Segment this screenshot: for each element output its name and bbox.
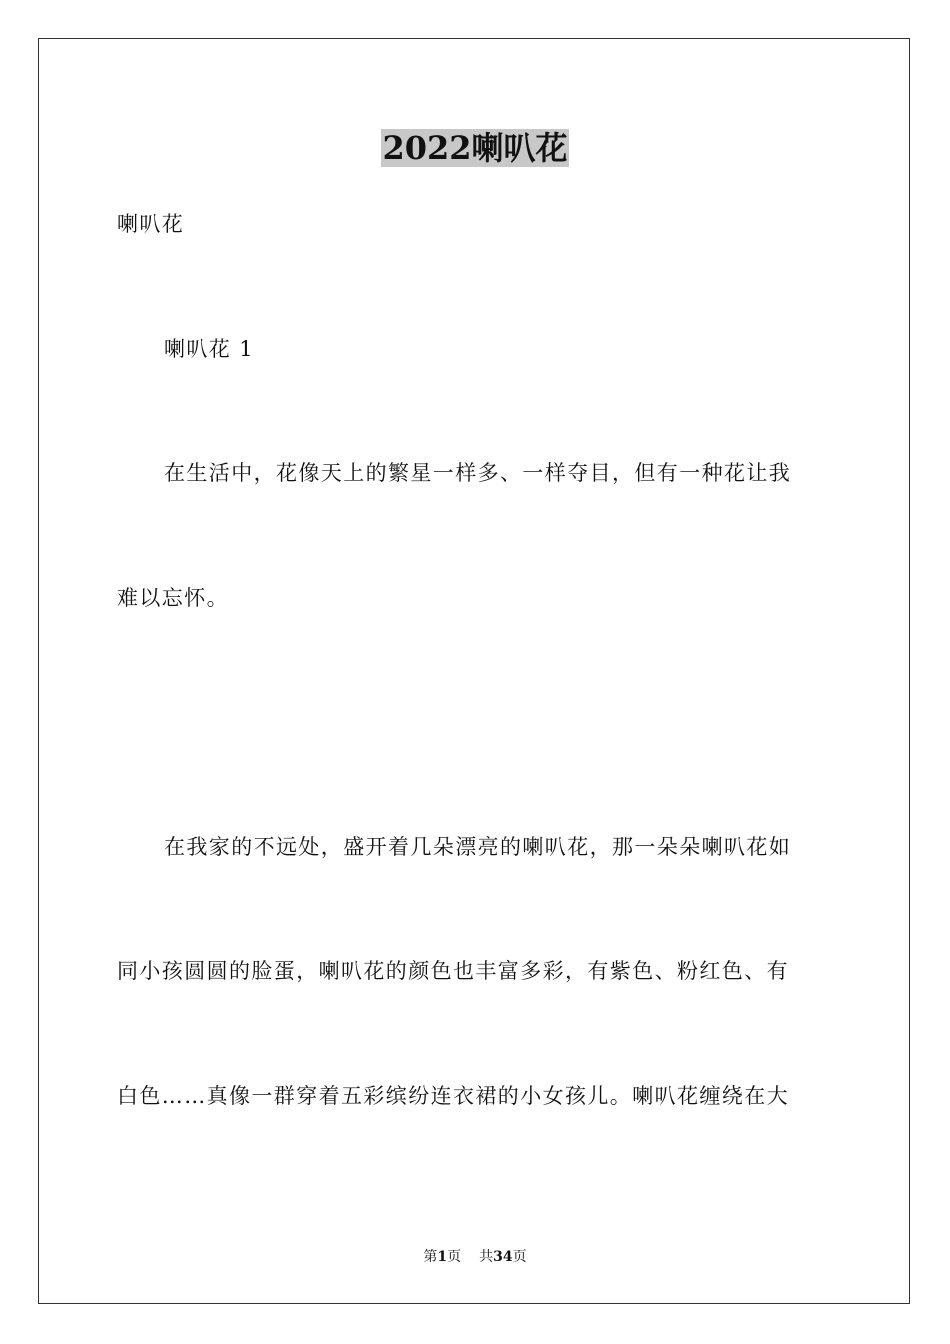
paragraph-2-line-3: 白色……真像一群穿着五彩缤纷连衣裙的小女孩儿。喇叭花缠绕在大 bbox=[117, 1084, 789, 1108]
footer-page-prefix: 第 bbox=[423, 1249, 438, 1265]
footer-total-suffix: 页 bbox=[512, 1249, 527, 1265]
paragraph-1-line-1: 在生活中，花像天上的繁星一样多、一样夺目，但有一种花让我 bbox=[164, 461, 792, 485]
paragraph-2-line-1: 在我家的不远处，盛开着几朵漂亮的喇叭花，那一朵朵喇叭花如 bbox=[164, 835, 792, 859]
paragraph-2-line-2: 同小孩圆圆的脸蛋，喇叭花的颜色也丰富多彩，有紫色、粉红色、有 bbox=[117, 959, 789, 983]
footer-total-pages: 34 bbox=[493, 1249, 513, 1265]
document-title bbox=[0, 128, 950, 168]
page-footer bbox=[0, 1248, 950, 1266]
footer-page-suffix: 页 bbox=[447, 1249, 462, 1265]
document-title-text: 2022喇叭花 bbox=[382, 129, 568, 167]
section-heading: 喇叭花 1 bbox=[164, 337, 255, 361]
footer-page-number: 1 bbox=[437, 1249, 448, 1265]
paragraph-1-line-2: 难以忘怀。 bbox=[117, 586, 229, 610]
footer-total-prefix: 共 bbox=[479, 1249, 494, 1265]
document-subtitle: 喇叭花 bbox=[117, 212, 185, 236]
